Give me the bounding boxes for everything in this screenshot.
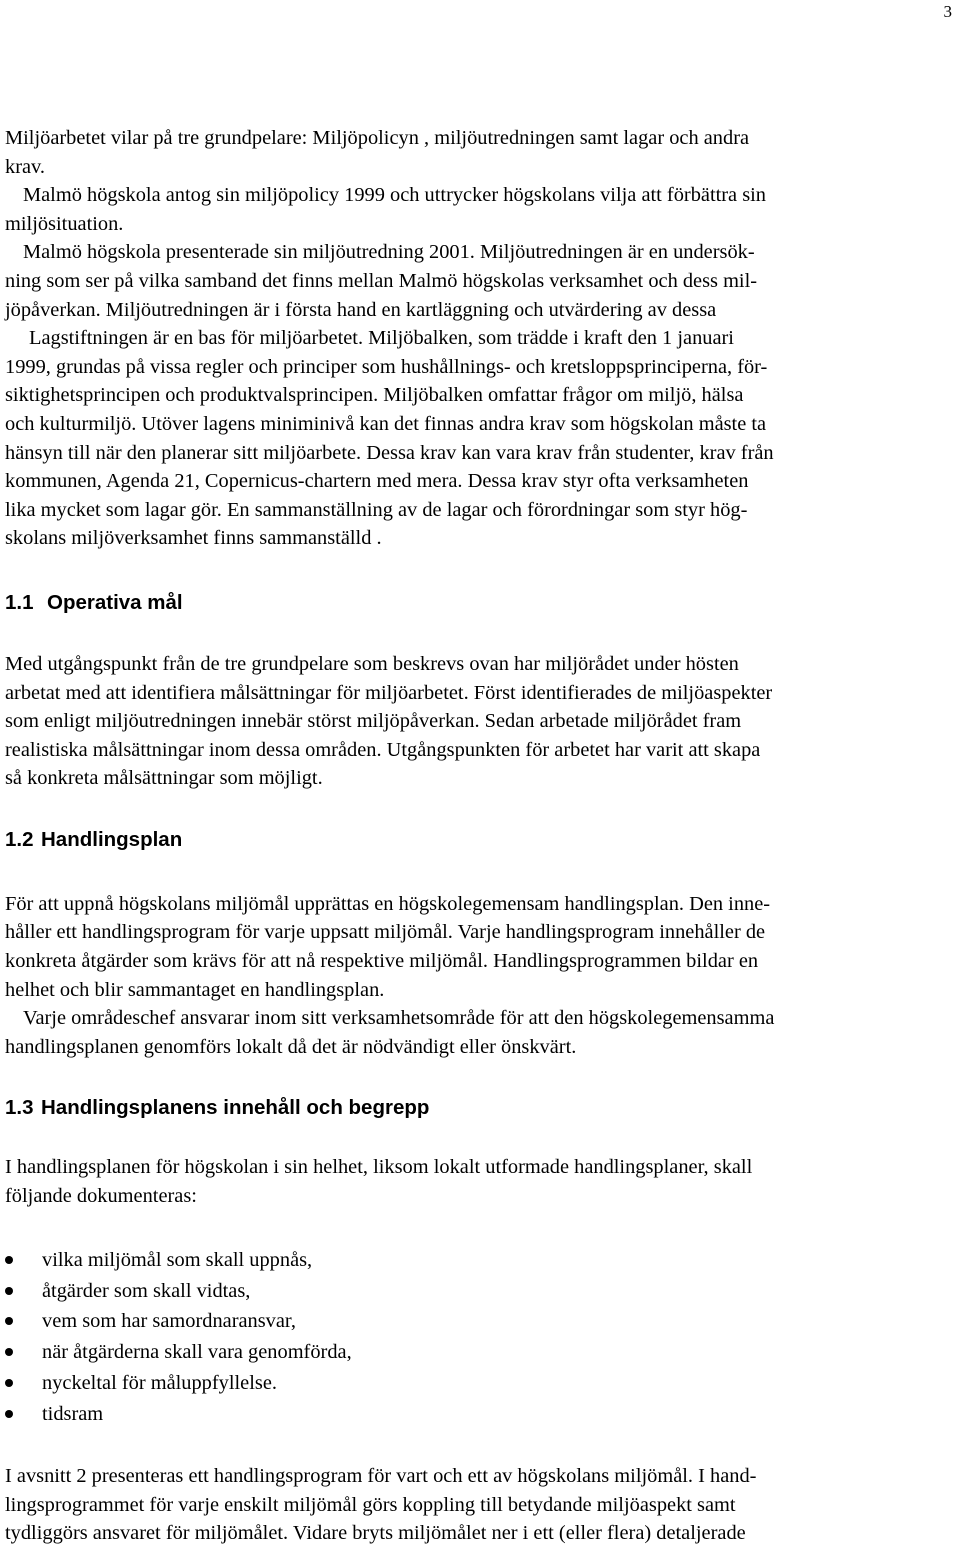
text-line: realistiska målsättningar inom dessa områden. Utgångspunkten för arbetet har varit att skapa <box>5 738 761 761</box>
text-line: siktighetsprincipen och produktvalsprincipen. Miljöbalken omfattar frågor om miljö, hälsa <box>5 384 744 407</box>
list-item <box>5 1306 955 1337</box>
text-line: jöpåverkan. Miljöutredningen är i första hand en kartläggning och utvärdering av dessa <box>5 298 717 321</box>
section-heading-1-2 <box>5 826 955 854</box>
text-line: För att uppnå högskolans miljömål upprättas en högskolegemensam handlingsplan. Den inne- <box>5 892 771 915</box>
list-item-text: nyckeltal för måluppfyllelse. <box>42 1372 277 1395</box>
text-line: arbetat med att identifiera målsättningar för miljöarbetet. Först identifierades de miljöaspekter <box>5 681 773 704</box>
text-line: lika mycket som lagar gör. En sammanställning av de lagar och förordningar som styr hög- <box>5 498 748 521</box>
text-line: I handlingsplanen för högskolan i sin helhet, liksom lokalt utformade handlingsplaner, skall <box>5 1156 753 1179</box>
list-item <box>5 1399 955 1430</box>
text-line: skolans miljöverksamhet finns sammanställd . <box>5 527 382 550</box>
list-item-text: åtgärder som skall vidtas, <box>42 1279 251 1302</box>
text-line: Malmö högskola presenterade sin miljöutredning 2001. Miljöutredningen är en undersök- <box>23 241 755 264</box>
section-1-3-intro <box>5 1153 955 1210</box>
list-item-text: vem som har samordnaransvar, <box>42 1310 296 1333</box>
text-line: I avsnitt 2 presenteras ett handlingsprogram för vart och ett av högskolans miljömål. I hand- <box>5 1465 757 1488</box>
section-heading-1-3 <box>5 1094 955 1122</box>
text-line: så konkreta målsättningar som möjligt. <box>5 767 323 790</box>
intro-paragraph <box>5 124 955 553</box>
bullet-icon <box>5 1256 13 1264</box>
section-heading-1-1 <box>5 589 955 617</box>
text-line: ning som ser på vilka samband det finns mellan Malmö högskolas verksamhet och dess mil- <box>5 269 758 292</box>
section-title: Handlingsplan <box>41 827 183 851</box>
text-line: hänsyn till när den planerar sitt miljöarbete. Dessa krav kan vara krav från studenter, krav från <box>5 441 774 464</box>
bullet-icon <box>5 1410 13 1418</box>
text-line: Med utgångspunkt från de tre grundpelare som beskrevs ovan har miljörådet under hösten <box>5 652 739 675</box>
text-line: handlingsplanen genomförs lokalt då det är nödvändigt eller önskvärt. <box>5 1035 577 1058</box>
text-line: miljösituation. <box>5 212 124 235</box>
text-line: Varje områdeschef ansvarar inom sitt verksamhetsområde för att den högskolegemensamma <box>23 1007 775 1030</box>
section-1-1-paragraph <box>5 650 955 793</box>
list-item <box>5 1368 955 1399</box>
text-line: 1999, grundas på vissa regler och principer som hushållnings- och kretsloppsprinciperna, för- <box>5 355 768 378</box>
text-line: tydliggörs ansvaret för miljömålet. Vidare bryts miljömålet ner i ett (eller flera) detaljerade <box>5 1522 746 1545</box>
text-line: krav. <box>5 155 46 178</box>
section-title: Handlingsplanens innehåll och begrepp <box>41 1096 430 1120</box>
bullet-icon <box>5 1348 13 1356</box>
bullet-icon <box>5 1379 13 1387</box>
section-1-2-paragraph <box>5 890 955 1062</box>
text-line: helhet och blir sammantaget en handlingsplan. <box>5 978 385 1001</box>
text-line: följande dokumenteras: <box>5 1185 197 1208</box>
text-line: och kulturmiljö. Utöver lagens miniminivå kan det finnas andra krav som högskolan måste ta <box>5 412 767 435</box>
section-number: 1.3 <box>5 1096 34 1120</box>
text-line: Miljöarbetet vilar på tre grundpelare: Miljöpolicyn , miljöutredningen samt lagar och andra <box>5 127 750 149</box>
list-item-text: vilka miljömål som skall uppnås, <box>42 1248 313 1271</box>
bullet-icon <box>5 1287 13 1295</box>
page-number: 3 <box>943 2 952 21</box>
text-line: lingsprogrammet för varje enskilt miljömål görs koppling till betydande miljöaspekt samt <box>5 1493 736 1516</box>
list-item-text: när åtgärderna skall vara genomförda, <box>42 1341 352 1364</box>
bullet-icon <box>5 1317 13 1325</box>
bullet-list <box>5 1245 955 1430</box>
list-item <box>5 1245 955 1276</box>
section-number: 1.2 <box>5 827 34 851</box>
text-line: konkreta åtgärder som krävs för att nå respektive miljömål. Handlingsprogrammen bildar en <box>5 950 759 973</box>
section-number: 1.1 <box>5 590 34 614</box>
text-line: Lagstiftningen är en bas för miljöarbetet. Miljöbalken, som trädde i kraft den 1 januari <box>29 327 734 350</box>
list-item-text: tidsram <box>42 1403 104 1426</box>
list-item <box>5 1337 955 1368</box>
text-line: som enligt miljöutredningen innebär störst miljöpåverkan. Sedan arbetade miljörådet fram <box>5 710 742 733</box>
section-title: Operativa mål <box>47 590 183 614</box>
document-body <box>5 124 955 1548</box>
list-item <box>5 1276 955 1307</box>
text-line: kommunen, Agenda 21, Copernicus-chartern med mera. Dessa krav styr ofta verksamheten <box>5 470 749 493</box>
text-line: Malmö högskola antog sin miljöpolicy 1999 och uttrycker högskolans vilja att förbättra sin <box>23 184 767 207</box>
text-line: håller ett handlingsprogram för varje uppsatt miljömål. Varje handlingsprogram innehåller de <box>5 921 766 944</box>
